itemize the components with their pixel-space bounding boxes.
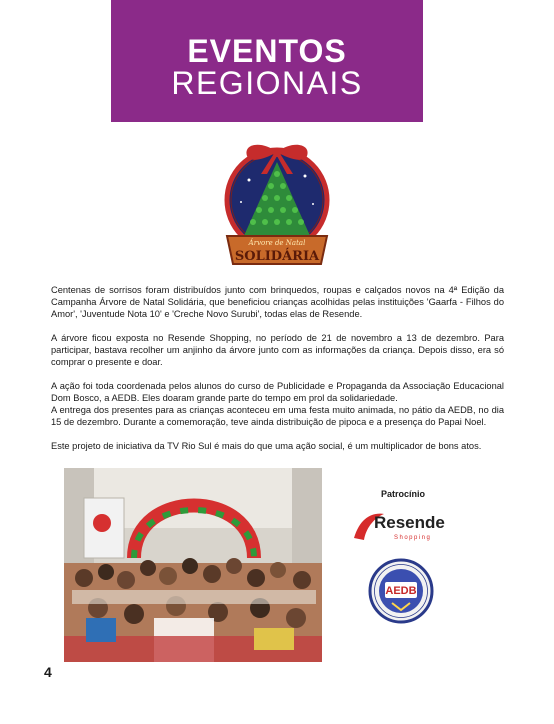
aedb-name: AEDB [385,585,417,597]
logo-top-text: Árvore de Natal [248,239,306,247]
section-header [111,0,423,122]
paragraph: A árvore ficou exposta no Resende Shopping, no período de 21 de novembro a 13 de dezembro. Para participar, bastava recolher um anjinho da árvore junto com as informações da criança. Depois disso, era só comprar o presente e doar. [51,333,504,367]
resende-sub: Shopping [394,535,432,541]
page-number: 4 [44,664,52,680]
logo-bottom-text: SOLIDÁRIA [234,249,320,264]
resende-name: Resende [374,513,445,532]
article-body [51,284,504,464]
aedb-seal [368,558,434,624]
header-title-light: REGIONAIS [171,65,363,101]
header-title-bold: EVENTOS [187,33,347,69]
resende-shopping-logo [350,508,460,544]
paragraph: A ação foi toda coordenada pelos alunos do curso de Publicidade e Propaganda da Associação Educacional Dom Bosco, a AEDB. Eles doaram grande parte do tempo em prol da solidariedade. [51,381,504,403]
arvore-natal-solidaria-logo [213,140,341,270]
paragraph: A entrega dos presentes para as crianças aconteceu em uma festa muito animada, no pátio da AEDB, no dia 15 de dezembro. Durante a comemoração, teve ainda distribuição de pipoca e a presença do Papai Noel. [51,405,504,427]
paragraph: Este projeto de iniciativa da TV Rio Sul é mais do que uma ação social, é um multiplicador de bons atos. [51,441,482,451]
event-group-photo [64,468,322,662]
paragraph: Centenas de sorrisos foram distribuídos junto com brinquedos, roupas e calçados novos na 4ª Edição da Campanha Árvore de Natal Solidária, que beneficiou crianças acolhidas pelas instituições 'Gaarfa - Filhos do Amor', 'Juventude Nota 10' e 'Creche Novo Surubi', todas elas de Resende. [51,285,504,319]
sponsor-label: Patrocínio [380,489,425,499]
